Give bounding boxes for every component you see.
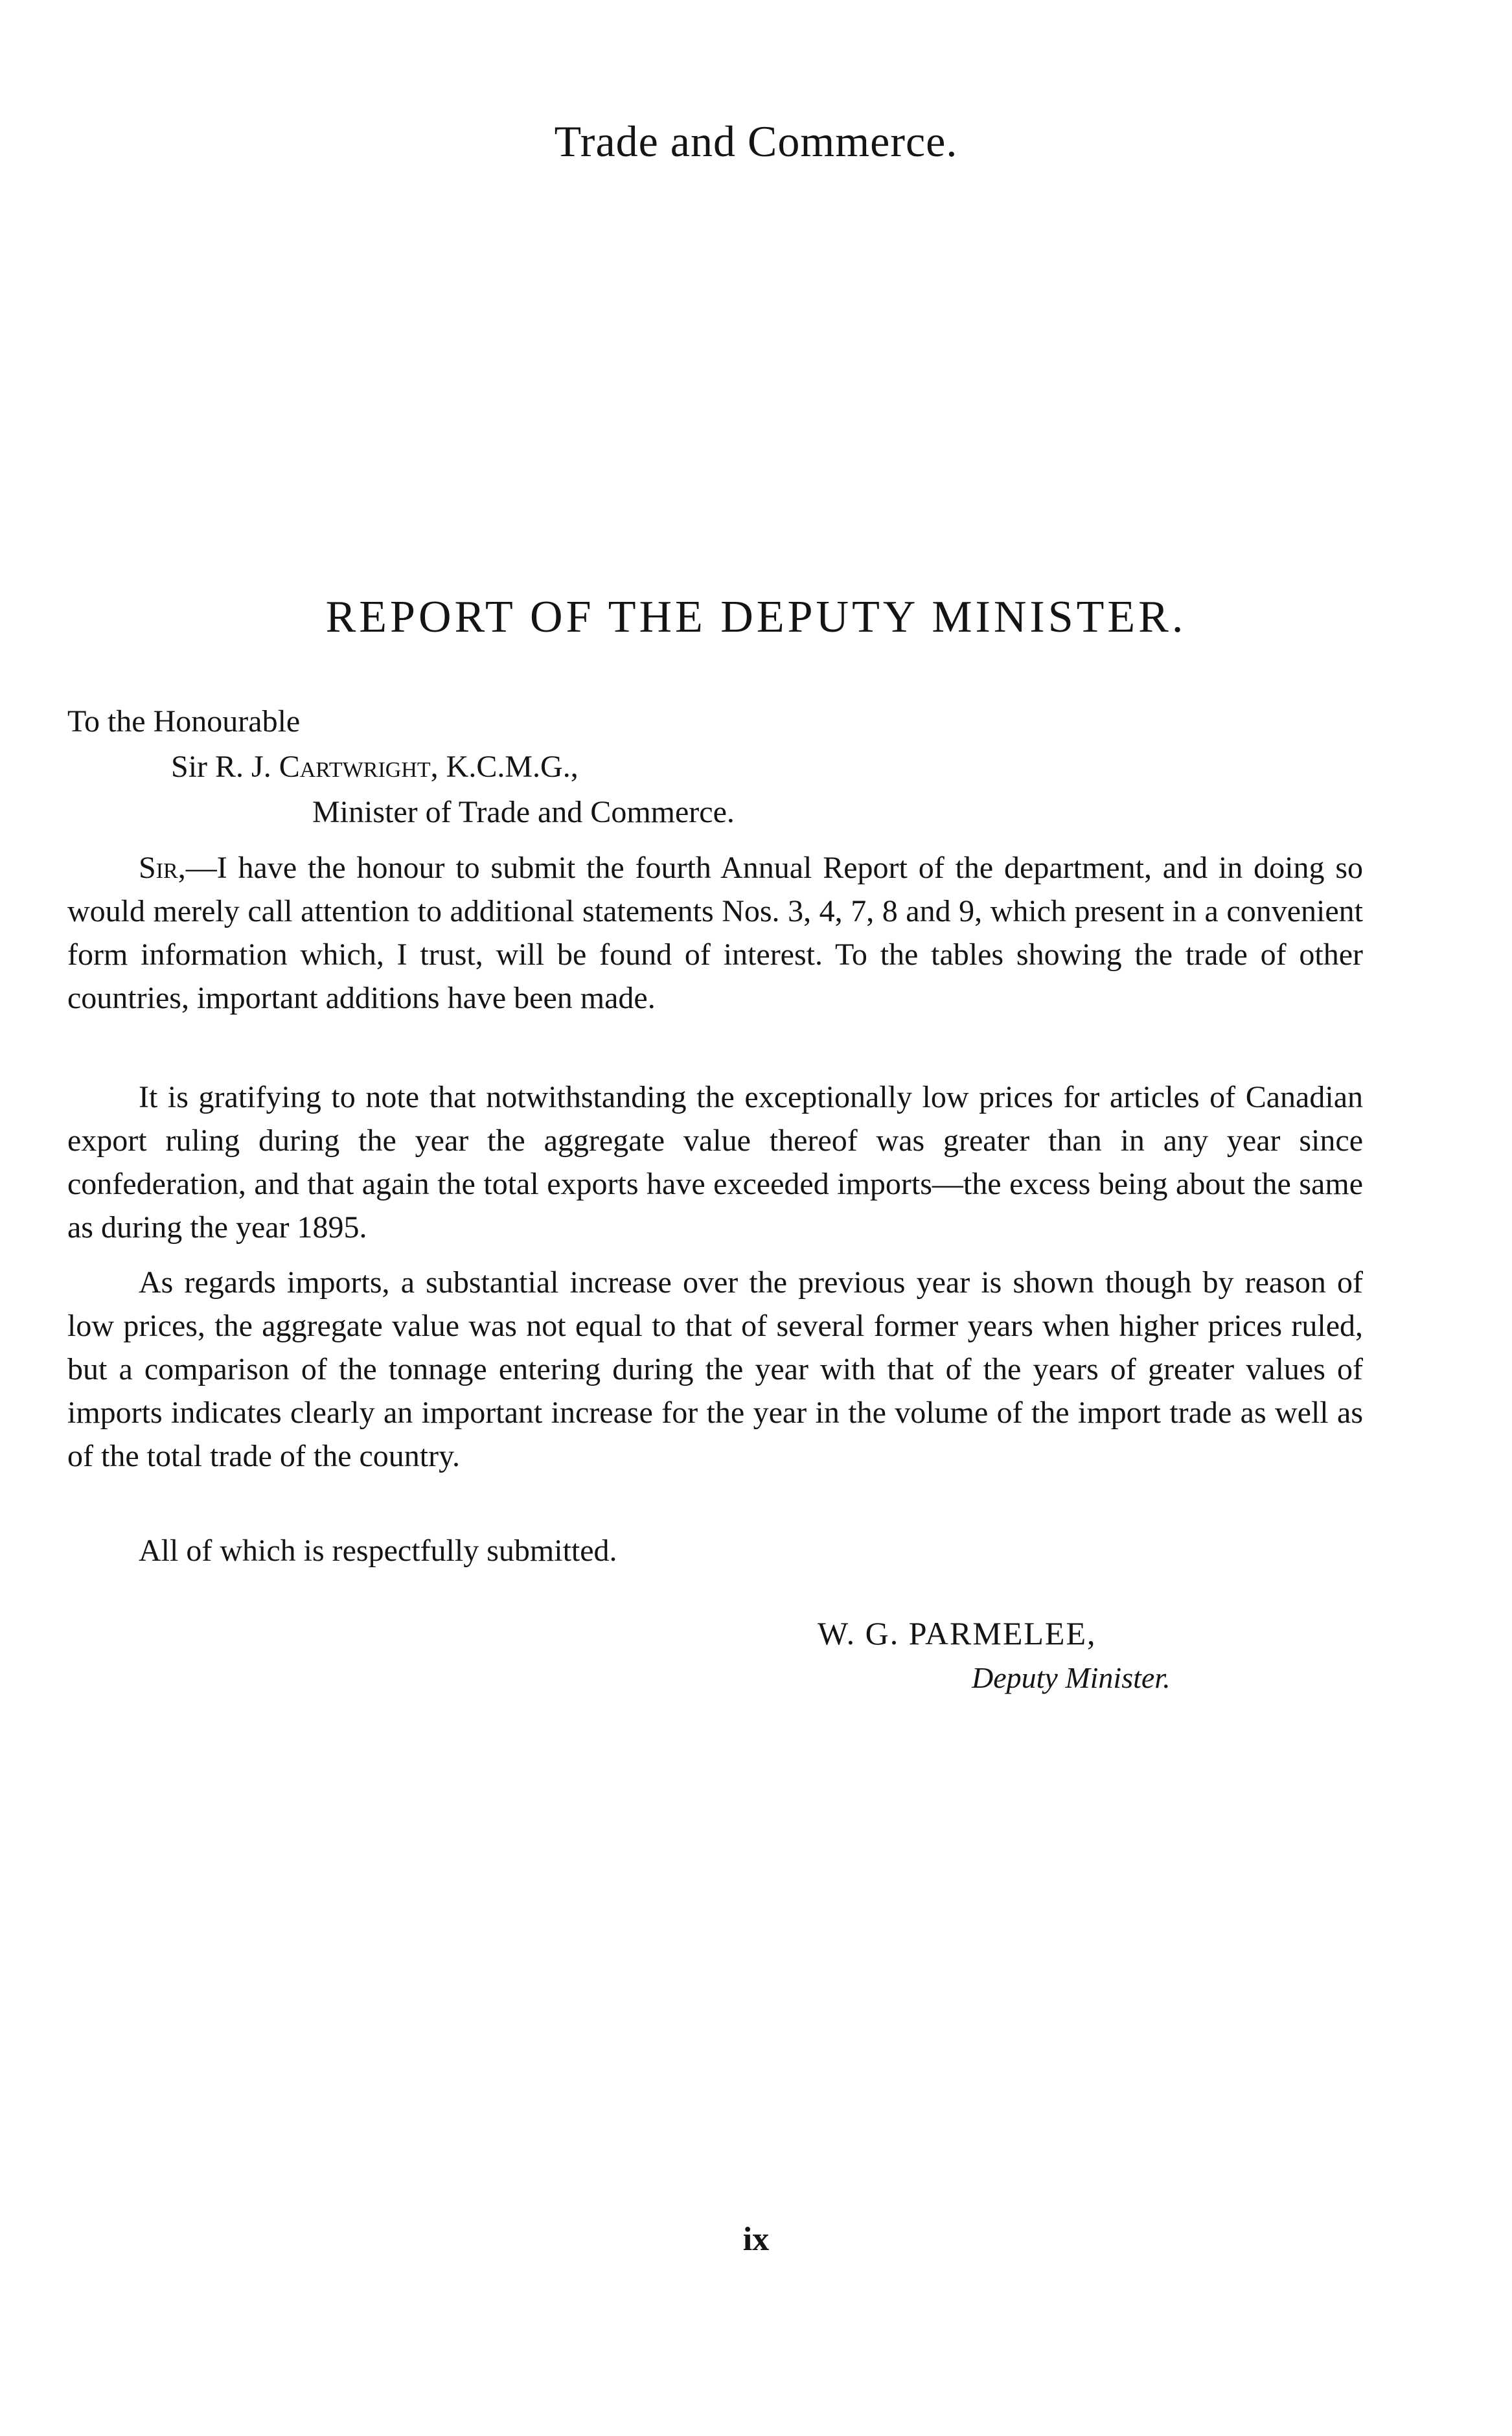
signature-title: Deputy Minister.	[972, 1661, 1171, 1694]
paragraph-3: As regards imports, a substantial increase over the previous year is shown though by reason of low prices, the aggregate value was not equal to that of several former years when higher prices ruled, but a comparison of the tonnage entering during the year with that of the years of greater values of imports indicates clearly an important increase for the year in the volume of the import trade as well as of the total trade of the country.	[67, 1265, 1363, 1473]
addressee-suffix: , K.C.M.G.,	[430, 750, 578, 784]
page-header: Trade and Commerce.	[554, 117, 958, 166]
paragraph-1-text: ,—I have the honour to submit the fourth Annual Report of the department, and in doing so would merely call attention to additional statements Nos. 3, 4, 7, 8 and 9, which present in a convenient form information which, I trust, will be found of interest. To the tables showing the trade of other countries, important additions have been made.	[67, 851, 1363, 1015]
report-title: REPORT OF THE DEPUTY MINISTER.	[325, 592, 1187, 642]
salutation: Sir	[139, 851, 178, 885]
address-line-2	[171, 748, 578, 787]
address-line-3: Minister of Trade and Commerce.	[312, 795, 735, 829]
addressee-name: Cartwright	[279, 750, 431, 784]
paragraph-2: It is gratifying to note that notwithstanding the exceptionally low prices for articles of Canadian export ruling during the year the aggregate value thereof was greater than in any year since confederation, and that again the total exports have exceeded imports—the excess being about the same as during the year 1895.	[67, 1080, 1363, 1245]
signature-name: W. G. PARMELEE,	[818, 1615, 1097, 1651]
page-number: ix	[742, 2221, 770, 2258]
paragraph-1	[67, 846, 1363, 1020]
address-line-1: To the Honourable	[67, 704, 301, 739]
addressee-prefix: Sir R. J.	[171, 750, 279, 784]
paragraph-4: All of which is respectfully submitted.	[139, 1534, 617, 1568]
